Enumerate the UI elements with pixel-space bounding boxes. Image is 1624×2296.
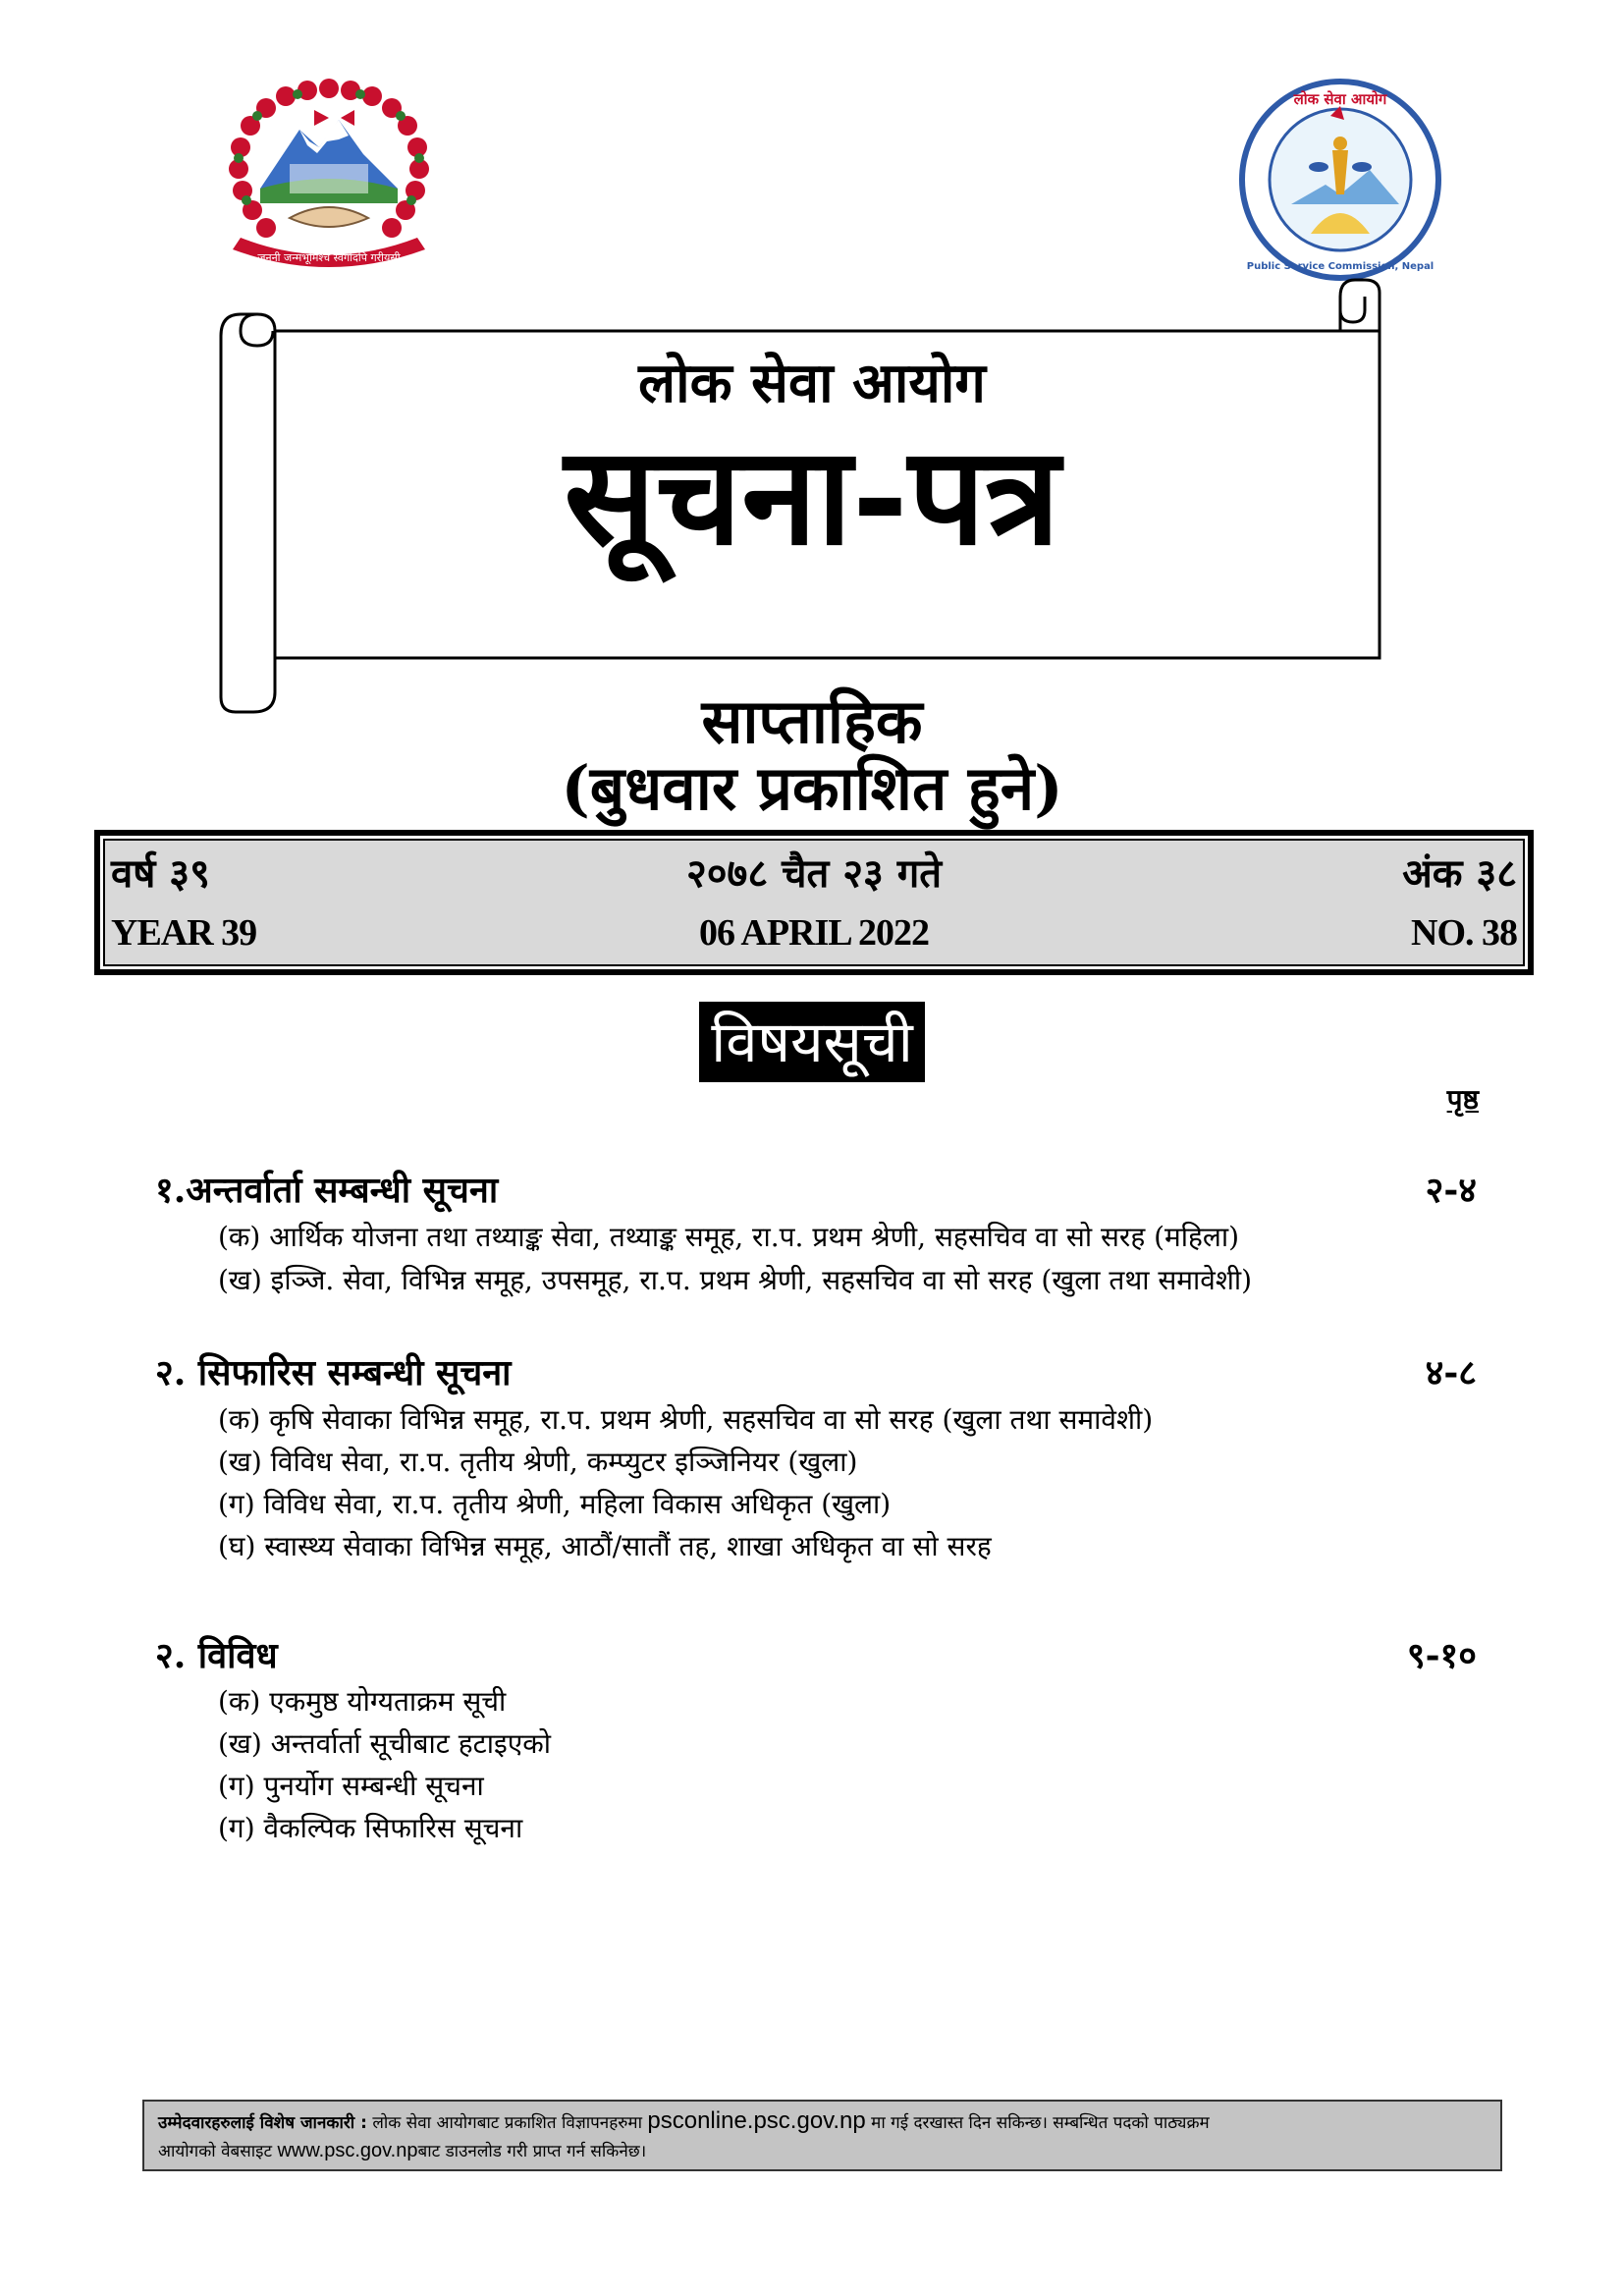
section-heading: २. सिफारिस सम्बन्धी सूचना: [155, 1352, 512, 1394]
toc-item: (ग) विविध सेवा, रा.प. तृतीय श्रेणी, महिला विकास अधिकृत (खुला): [218, 1488, 892, 1520]
section-pages: ४-८: [1425, 1352, 1477, 1394]
emblem-motto: जननी जन्मभूमिश्च स्वर्गादपि गरीयसी: [257, 251, 401, 264]
page-column-label: पृष्ठ: [1446, 1083, 1479, 1116]
toc-item: (ख) इञ्जि. सेवा, विभिन्न समूह, उपसमूह, रा.प. प्रथम श्रेणी, सहसचिव वा सो सरह (खुला तथा समावेशी): [218, 1264, 1253, 1296]
candidate-notice-box: [142, 2100, 1502, 2171]
toc-item: (ख) विविध सेवा, रा.प. तृतीय श्रेणी, कम्प्युटर इञ्जिनियर (खुला): [218, 1446, 858, 1478]
frequency-label: साप्ताहिक: [701, 685, 923, 757]
issue-info-box: [94, 830, 1534, 975]
section-pages: २-४: [1425, 1170, 1477, 1211]
toc-item: (ग) पुनर्योग सम्बन्धी सूचना: [218, 1770, 484, 1802]
psc-website-link[interactable]: www.psc.gov.np: [277, 2140, 418, 2161]
notice-text-2: मा गई दरखास्त दिन सकिन्छ। सम्बन्धित पदको पाठ्यक्रम: [871, 2113, 1210, 2133]
section-heading: १.अन्तर्वार्ता सम्बन्धी सूचना: [155, 1170, 499, 1211]
logo-top-text: लोक सेवा आयोग: [1293, 90, 1387, 108]
date-np: २०७८ चैत २३ गते: [685, 850, 943, 897]
toc-item: (घ) स्वास्थ्य सेवाका विभिन्न समूह, आठौं/सातौं तह, शाखा अधिकृत वा सो सरह: [218, 1530, 992, 1562]
notice-text-3: आयोगको वेबसाइट: [158, 2142, 273, 2161]
year-en: YEAR 39: [111, 912, 257, 954]
date-en: 06 APRIL 2022: [698, 912, 930, 954]
psconline-link[interactable]: psconline.psc.gov.np: [647, 2107, 866, 2134]
psc-logo: [1232, 77, 1448, 283]
section-heading: २. विविध: [155, 1635, 278, 1676]
scroll-org-name: लोक सेवा आयोग: [638, 351, 986, 415]
issue-number-np: अंक ३८: [1402, 850, 1517, 897]
toc-item: (क) एकमुष्ठ योग्यताक्रम सूची: [218, 1685, 507, 1718]
notice-text-1: लोक सेवा आयोगबाट प्रकाशित विज्ञापनहरुमा: [372, 2113, 642, 2133]
nepal-emblem-logo: [191, 71, 466, 282]
section-pages: ९-१०: [1406, 1635, 1477, 1676]
toc-title-label: विषयसूची: [699, 1002, 925, 1082]
publication-title: सूचना-पत्र: [564, 415, 1060, 575]
toc-item: (क) आर्थिक योजना तथा तथ्याङ्क सेवा, तथ्याङ्क समूह, रा.प. प्रथम श्रेणी, सहसचिव वा सो सरह (महिला): [218, 1221, 1240, 1253]
toc-item: (ग) वैकल्पिक सिफारिस सूचना: [218, 1812, 523, 1844]
notice-label: उम्मेदवारहरुलाई विशेष जानकारी :: [158, 2113, 367, 2133]
toc-item: (क) कृषि सेवाका विभिन्न समूह, रा.प. प्रथम श्रेणी, सहसचिव वा सो सरह (खुला तथा समावेशी): [218, 1403, 1154, 1436]
year-np: वर्ष ३९: [111, 850, 210, 897]
notice-text-4: बाट डाउनलोड गरी प्राप्त गर्न सकिनेछ।: [417, 2142, 647, 2161]
logo-bottom-text: Public Service Commission, Nepal: [1246, 261, 1435, 272]
publication-day-note: (बुधवार प्रकाशित हुने): [561, 752, 1063, 824]
toc-title: [0, 1002, 1624, 1082]
issue-number-en: NO. 38: [1411, 912, 1517, 954]
toc-item: (ख) अन्तर्वार्ता सूचीबाट हटाइएको: [218, 1727, 551, 1760]
